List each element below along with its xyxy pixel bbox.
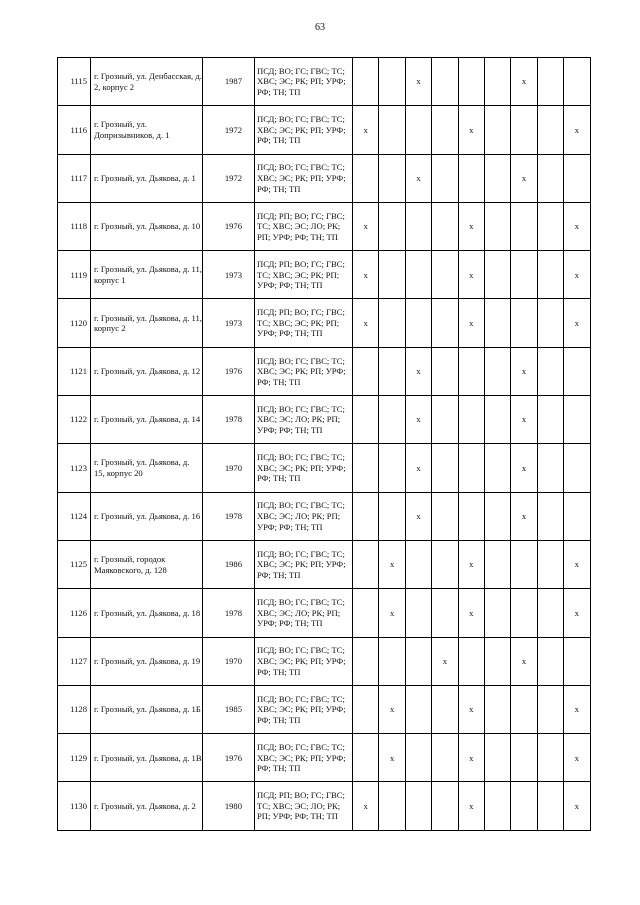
mark-cell (405, 685, 431, 733)
row-number: 1125 (58, 540, 91, 588)
mark-cell (537, 58, 563, 106)
page-number: 63 (315, 22, 325, 33)
mark-cell (537, 396, 563, 444)
mark-cell (353, 540, 379, 588)
mark-cell: х (458, 540, 484, 588)
year-cell: 1986 (203, 540, 255, 588)
systems-cell: ПСД; ВО; ГС; ГВС; ТС; ХВС; ЭС; ЛО; РК; РП; УРФ; РФ; ТН; ТП (255, 589, 353, 637)
housing-table (57, 57, 591, 831)
mark-cell: х (458, 685, 484, 733)
mark-cell (537, 782, 563, 830)
mark-cell (484, 251, 510, 299)
mark-cell (458, 396, 484, 444)
table-row (58, 685, 591, 733)
mark-cell (484, 444, 510, 492)
mark-cell (432, 58, 458, 106)
mark-cell (537, 734, 563, 782)
systems-cell: ПСД; ВО; ГС; ГВС; ТС; ХВС; ЭС; РК; РП; УРФ; РФ; ТН; ТП (255, 444, 353, 492)
row-number: 1129 (58, 734, 91, 782)
table-row (58, 202, 591, 250)
row-number: 1118 (58, 202, 91, 250)
address-cell: г. Грозный, ул. Допризывников, д. 1 (91, 106, 203, 154)
mark-cell: х (511, 396, 537, 444)
mark-cell (432, 202, 458, 250)
mark-cell (353, 492, 379, 540)
mark-cell (537, 202, 563, 250)
mark-cell (379, 492, 405, 540)
year-cell: 1980 (203, 782, 255, 830)
mark-cell (353, 589, 379, 637)
mark-cell: х (458, 782, 484, 830)
mark-cell (511, 202, 537, 250)
mark-cell (484, 685, 510, 733)
mark-cell: х (458, 106, 484, 154)
year-cell: 1978 (203, 396, 255, 444)
table-row (58, 637, 591, 685)
mark-cell (484, 734, 510, 782)
mark-cell (458, 637, 484, 685)
mark-cell (405, 202, 431, 250)
mark-cell (405, 299, 431, 347)
year-cell: 1972 (203, 154, 255, 202)
mark-cell: х (511, 58, 537, 106)
year-cell: 1973 (203, 251, 255, 299)
row-number: 1130 (58, 782, 91, 830)
mark-cell: х (458, 299, 484, 347)
mark-cell (484, 58, 510, 106)
mark-cell (379, 444, 405, 492)
mark-cell: х (405, 347, 431, 395)
table-row (58, 58, 591, 106)
mark-cell: х (405, 492, 431, 540)
mark-cell (537, 637, 563, 685)
mark-cell (353, 444, 379, 492)
address-cell: г. Грозный, ул. Дьякова, д. 16 (91, 492, 203, 540)
mark-cell (537, 251, 563, 299)
mark-cell: х (432, 637, 458, 685)
mark-cell: х (405, 444, 431, 492)
table-row (58, 396, 591, 444)
mark-cell: х (564, 734, 590, 782)
mark-cell (432, 251, 458, 299)
year-cell: 1978 (203, 492, 255, 540)
mark-cell: х (564, 540, 590, 588)
row-number: 1116 (58, 106, 91, 154)
address-cell: г. Грозный, ул. Дьякова, д. 1 (91, 154, 203, 202)
mark-cell (484, 396, 510, 444)
address-cell: г. Грозный, ул. Дьякова, д. 11, корпус 1 (91, 251, 203, 299)
mark-cell (537, 106, 563, 154)
mark-cell: х (379, 589, 405, 637)
mark-cell: х (405, 58, 431, 106)
table-row (58, 347, 591, 395)
mark-cell (484, 299, 510, 347)
year-cell: 1987 (203, 58, 255, 106)
systems-cell: ПСД; РП; ВО; ГС; ГВС; ТС; ХВС; ЭС; РК; РП; УРФ; РФ; ТН; ТП (255, 299, 353, 347)
table-row (58, 734, 591, 782)
mark-cell (564, 347, 590, 395)
address-cell: г. Грозный, ул. Дьякова, д. 14 (91, 396, 203, 444)
systems-cell: ПСД; РП; ВО; ГС; ГВС; ТС; ХВС; ЭС; ЛО; РК; РП; УРФ; РФ; ТН; ТП (255, 782, 353, 830)
systems-cell: ПСД; ВО; ГС; ГВС; ТС; ХВС; ЭС; РК; РП; УРФ; РФ; ТН; ТП (255, 540, 353, 588)
year-cell: 1976 (203, 347, 255, 395)
mark-cell: х (511, 637, 537, 685)
mark-cell (458, 58, 484, 106)
table-row (58, 251, 591, 299)
mark-cell (432, 106, 458, 154)
mark-cell (511, 540, 537, 588)
mark-cell (405, 637, 431, 685)
mark-cell: х (405, 154, 431, 202)
row-number: 1117 (58, 154, 91, 202)
table-row (58, 782, 591, 830)
mark-cell (379, 202, 405, 250)
mark-cell (511, 782, 537, 830)
mark-cell (537, 492, 563, 540)
mark-cell (484, 202, 510, 250)
mark-cell (353, 58, 379, 106)
mark-cell: х (564, 589, 590, 637)
address-cell: г. Грозный, ул. Денбасская, д. 2, корпус 2 (91, 58, 203, 106)
mark-cell (432, 396, 458, 444)
mark-cell (379, 58, 405, 106)
address-cell: г. Грозный, ул. Дьякова, д. 1Б (91, 685, 203, 733)
mark-cell (537, 685, 563, 733)
mark-cell (405, 734, 431, 782)
year-cell: 1973 (203, 299, 255, 347)
mark-cell: х (564, 202, 590, 250)
mark-cell (511, 251, 537, 299)
mark-cell (484, 492, 510, 540)
mark-cell (379, 396, 405, 444)
mark-cell (432, 299, 458, 347)
row-number: 1127 (58, 637, 91, 685)
mark-cell: х (564, 299, 590, 347)
row-number: 1124 (58, 492, 91, 540)
mark-cell (511, 589, 537, 637)
table-body (58, 58, 591, 831)
mark-cell (458, 444, 484, 492)
row-number: 1123 (58, 444, 91, 492)
mark-cell (564, 637, 590, 685)
mark-cell (379, 251, 405, 299)
mark-cell: х (353, 299, 379, 347)
systems-cell: ПСД; ВО; ГС; ГВС; ТС; ХВС; ЭС; РК; РП; УРФ; РФ; ТН; ТП (255, 58, 353, 106)
mark-cell (379, 299, 405, 347)
systems-cell: ПСД; ВО; ГС; ГВС; ТС; ХВС; ЭС; ЛО; РК; РП; УРФ; РФ; ТН; ТП (255, 396, 353, 444)
mark-cell (432, 734, 458, 782)
mark-cell (379, 154, 405, 202)
systems-cell: ПСД; ВО; ГС; ГВС; ТС; ХВС; ЭС; РК; РП; УРФ; РФ; ТН; ТП (255, 154, 353, 202)
mark-cell (379, 347, 405, 395)
address-cell: г. Грозный, ул. Дьякова, д. 15, корпус 20 (91, 444, 203, 492)
mark-cell (458, 492, 484, 540)
mark-cell: х (353, 782, 379, 830)
year-cell: 1972 (203, 106, 255, 154)
mark-cell: х (564, 106, 590, 154)
mark-cell (458, 154, 484, 202)
row-number: 1126 (58, 589, 91, 637)
mark-cell: х (458, 589, 484, 637)
mark-cell (353, 734, 379, 782)
mark-cell (484, 154, 510, 202)
mark-cell: х (353, 202, 379, 250)
table-row (58, 589, 591, 637)
systems-cell: ПСД; РП; ВО; ГС; ГВС; ТС; ХВС; ЭС; ЛО; РК; РП; УРФ; РФ; ТН; ТП (255, 202, 353, 250)
mark-cell (484, 637, 510, 685)
mark-cell (405, 782, 431, 830)
mark-cell: х (564, 685, 590, 733)
mark-cell (537, 154, 563, 202)
mark-cell (484, 106, 510, 154)
mark-cell (511, 299, 537, 347)
table-row (58, 106, 591, 154)
mark-cell (511, 734, 537, 782)
mark-cell (564, 396, 590, 444)
mark-cell (432, 782, 458, 830)
address-cell: г. Грозный, ул. Дьякова, д. 11, корпус 2 (91, 299, 203, 347)
table-row (58, 492, 591, 540)
mark-cell (432, 154, 458, 202)
mark-cell (353, 154, 379, 202)
mark-cell: х (511, 154, 537, 202)
mark-cell (405, 106, 431, 154)
mark-cell (537, 444, 563, 492)
mark-cell: х (511, 492, 537, 540)
mark-cell: х (379, 540, 405, 588)
mark-cell (564, 154, 590, 202)
row-number: 1119 (58, 251, 91, 299)
systems-cell: ПСД; ВО; ГС; ГВС; ТС; ХВС; ЭС; РК; РП; УРФ; РФ; ТН; ТП (255, 685, 353, 733)
mark-cell (353, 347, 379, 395)
mark-cell: х (458, 251, 484, 299)
mark-cell (432, 685, 458, 733)
table-row (58, 154, 591, 202)
table-row (58, 540, 591, 588)
mark-cell: х (511, 347, 537, 395)
table-row (58, 299, 591, 347)
systems-cell: ПСД; ВО; ГС; ГВС; ТС; ХВС; ЭС; РК; РП; УРФ; РФ; ТН; ТП (255, 106, 353, 154)
systems-cell: ПСД; ВО; ГС; ГВС; ТС; ХВС; ЭС; РК; РП; УРФ; РФ; ТН; ТП (255, 637, 353, 685)
systems-cell: ПСД; ВО; ГС; ГВС; ТС; ХВС; ЭС; РК; РП; УРФ; РФ; ТН; ТП (255, 347, 353, 395)
mark-cell (564, 492, 590, 540)
mark-cell: х (511, 444, 537, 492)
mark-cell (432, 444, 458, 492)
mark-cell (458, 347, 484, 395)
mark-cell (432, 492, 458, 540)
mark-cell (511, 106, 537, 154)
address-cell: г. Грозный, ул. Дьякова, д. 19 (91, 637, 203, 685)
mark-cell (484, 540, 510, 588)
year-cell: 1976 (203, 202, 255, 250)
address-cell: г. Грозный, ул. Дьякова, д. 1В (91, 734, 203, 782)
mark-cell (353, 637, 379, 685)
mark-cell (432, 589, 458, 637)
systems-cell: ПСД; ВО; ГС; ГВС; ТС; ХВС; ЭС; РК; РП; УРФ; РФ; ТН; ТП (255, 734, 353, 782)
row-number: 1115 (58, 58, 91, 106)
mark-cell (484, 782, 510, 830)
row-number: 1128 (58, 685, 91, 733)
mark-cell (353, 685, 379, 733)
mark-cell (405, 540, 431, 588)
mark-cell (379, 637, 405, 685)
address-cell: г. Грозный, ул. Дьякова, д. 2 (91, 782, 203, 830)
year-cell: 1978 (203, 589, 255, 637)
mark-cell (432, 540, 458, 588)
mark-cell: х (564, 251, 590, 299)
mark-cell (484, 347, 510, 395)
mark-cell (379, 782, 405, 830)
mark-cell: х (564, 782, 590, 830)
mark-cell (564, 58, 590, 106)
row-number: 1121 (58, 347, 91, 395)
mark-cell (405, 251, 431, 299)
mark-cell: х (353, 106, 379, 154)
mark-cell (511, 685, 537, 733)
row-number: 1122 (58, 396, 91, 444)
mark-cell (379, 106, 405, 154)
mark-cell: х (379, 734, 405, 782)
mark-cell (432, 347, 458, 395)
year-cell: 1970 (203, 637, 255, 685)
address-cell: г. Грозный, ул. Дьякова, д. 12 (91, 347, 203, 395)
mark-cell: х (458, 734, 484, 782)
address-cell: г. Грозный, ул. Дьякова, д. 10 (91, 202, 203, 250)
mark-cell: х (353, 251, 379, 299)
systems-cell: ПСД; ВО; ГС; ГВС; ТС; ХВС; ЭС; ЛО; РК; РП; УРФ; РФ; ТН; ТП (255, 492, 353, 540)
mark-cell (564, 444, 590, 492)
table-row (58, 444, 591, 492)
mark-cell (537, 299, 563, 347)
year-cell: 1976 (203, 734, 255, 782)
mark-cell (537, 347, 563, 395)
address-cell: г. Грозный, ул. Дьякова, д. 18 (91, 589, 203, 637)
mark-cell (405, 589, 431, 637)
year-cell: 1970 (203, 444, 255, 492)
mark-cell: х (405, 396, 431, 444)
year-cell: 1985 (203, 685, 255, 733)
address-cell: г. Грозный, городок Маяковского, д. 128 (91, 540, 203, 588)
systems-cell: ПСД; РП; ВО; ГС; ГВС; ТС; ХВС; ЭС; РК; РП; УРФ; РФ; ТН; ТП (255, 251, 353, 299)
mark-cell (484, 589, 510, 637)
mark-cell: х (379, 685, 405, 733)
mark-cell (353, 396, 379, 444)
mark-cell (537, 589, 563, 637)
mark-cell (537, 540, 563, 588)
row-number: 1120 (58, 299, 91, 347)
mark-cell: х (458, 202, 484, 250)
